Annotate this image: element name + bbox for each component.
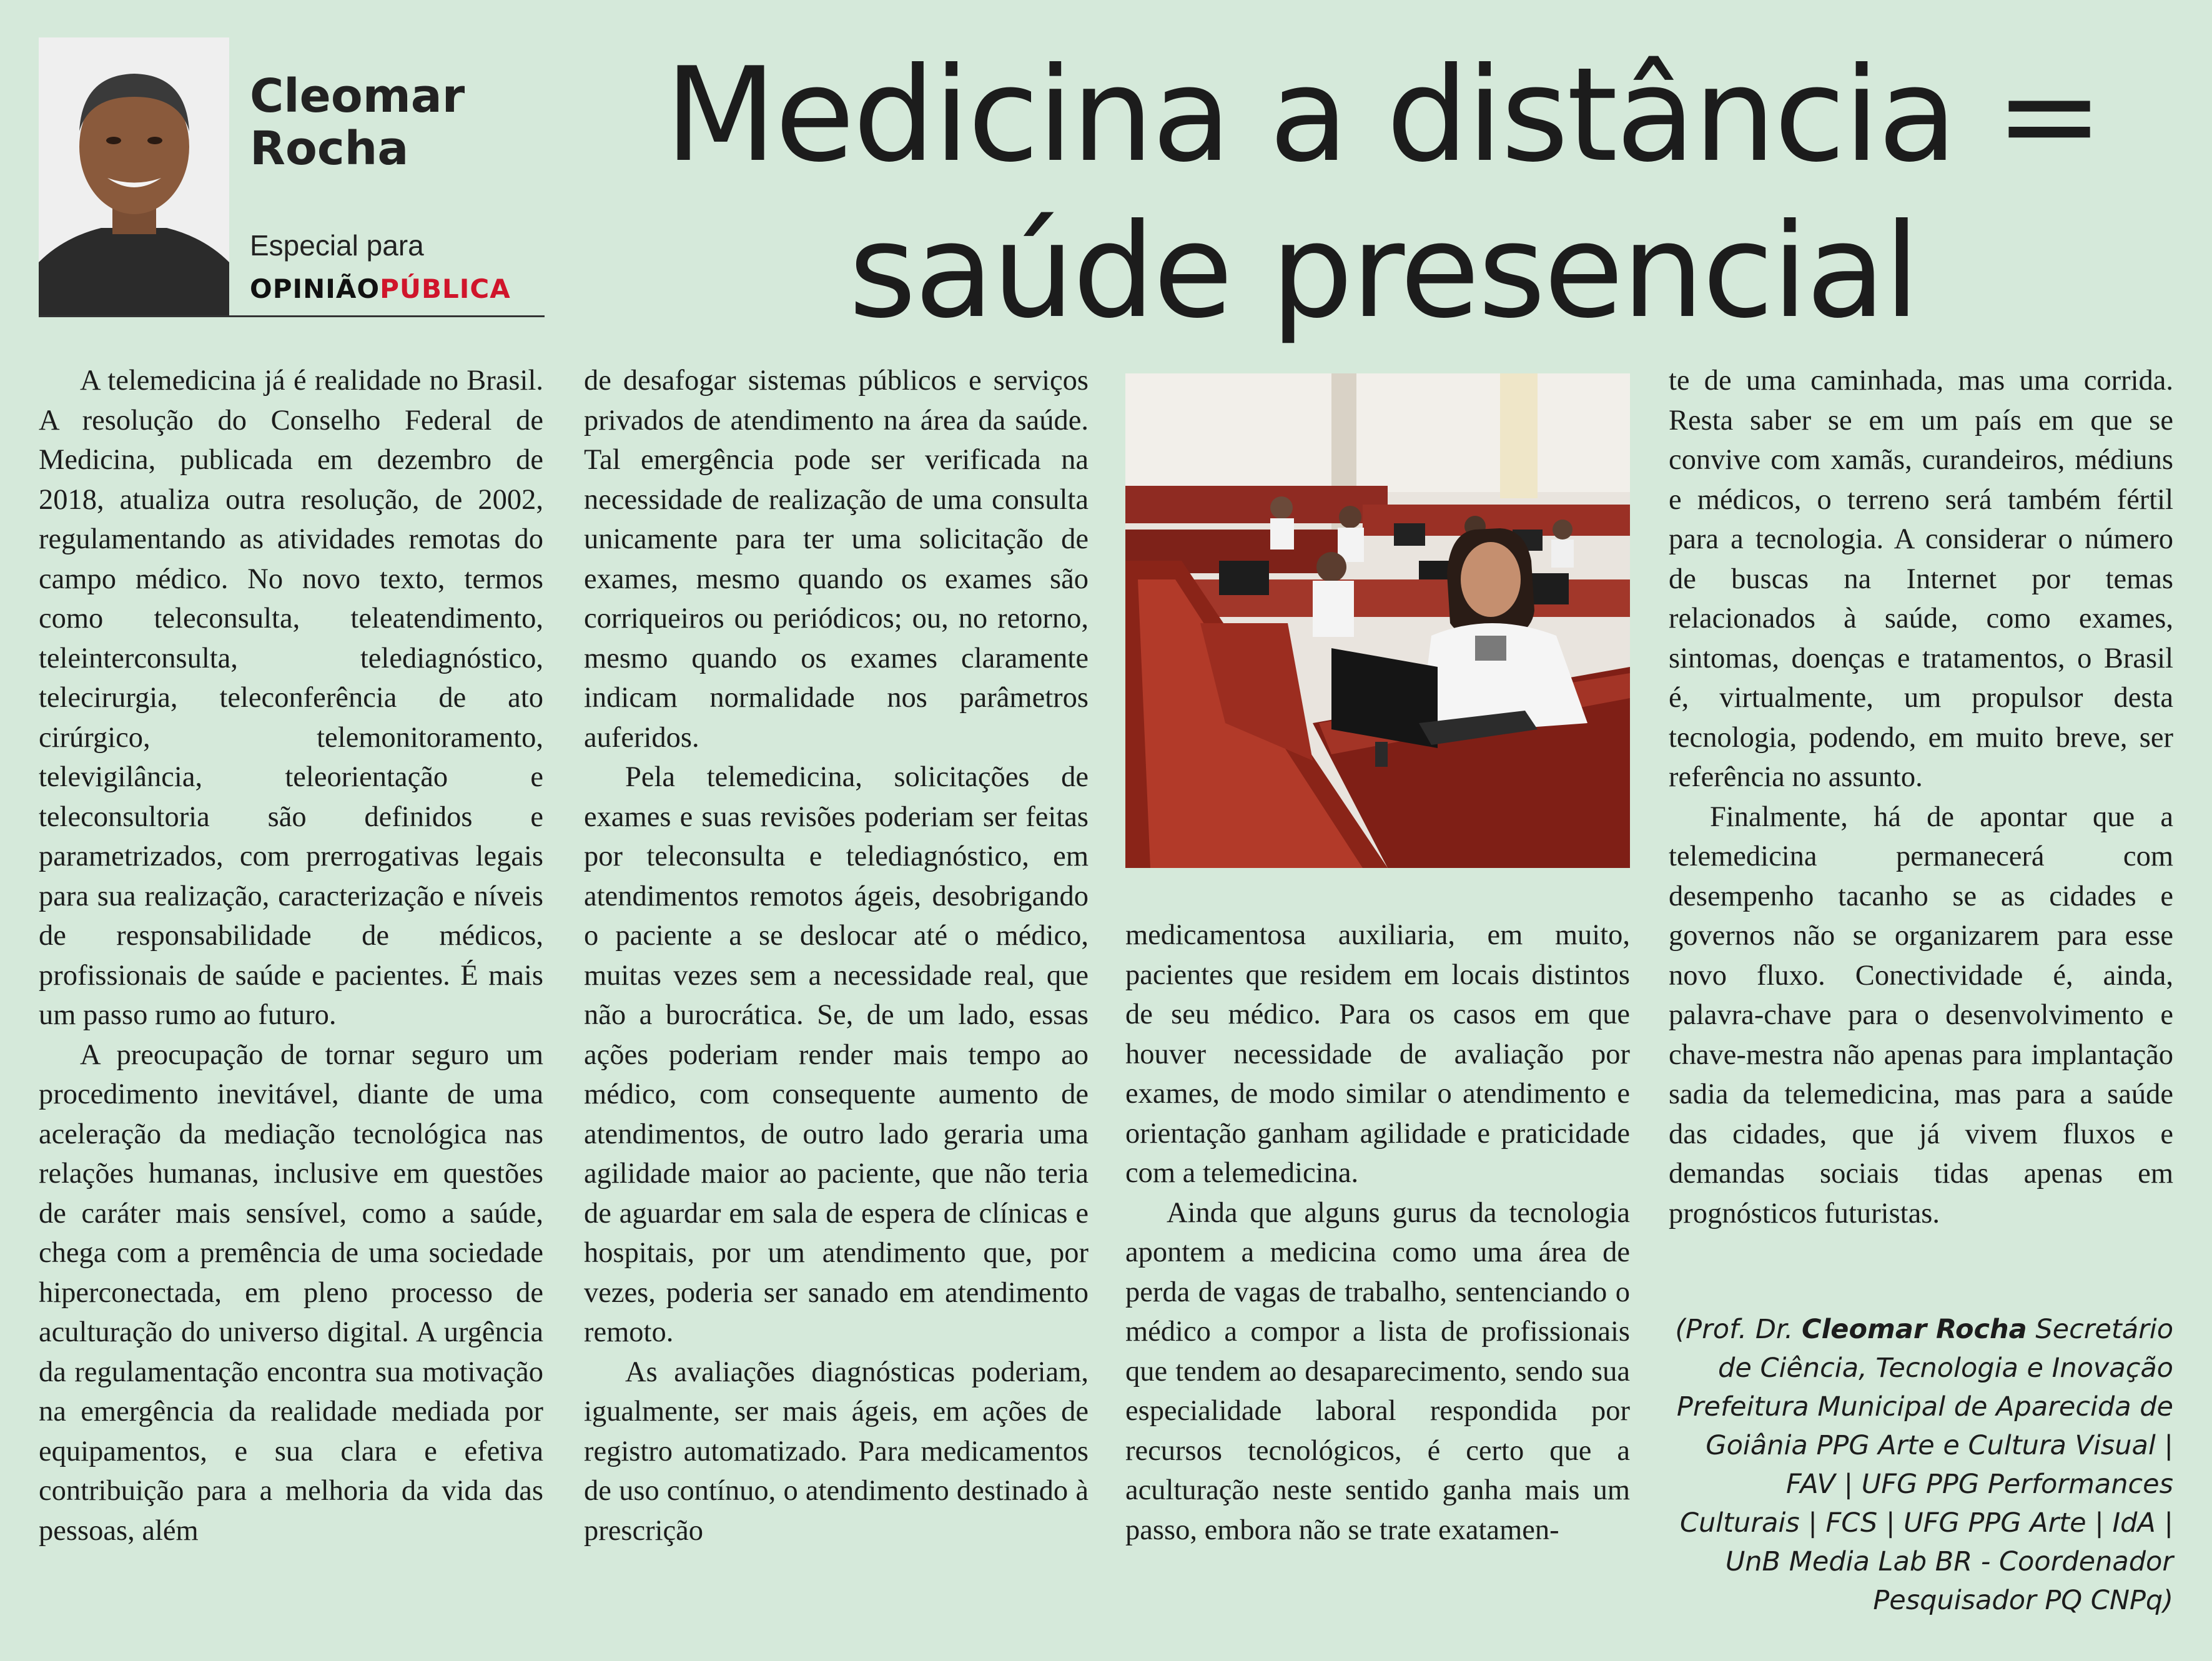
author-first-name: Cleomar [250, 69, 465, 123]
paragraph: de desafogar sistemas públicos e serviços privados de atendimento na área da saúde. Tal emergência pode ser verificada na necessidade de realização de uma consulta unicamente para ter uma solicitação de exames, mesmo quando os exames são corriqueiros ou periódicos; ou, no retorno, mesmo quando os exames claramente indicam normalidade nos parâmetros auferidos. [584, 365, 1089, 754]
article-column-4 [1669, 361, 2173, 1233]
author-photo [39, 37, 229, 315]
headline-line1: Medicina a distância = [664, 40, 2102, 191]
article-column-2 [584, 361, 1089, 1550]
author-last-name: Rocha [250, 122, 409, 175]
article-column-3 [1125, 915, 1630, 1550]
signature-name: Cleomar Rocha [1802, 1314, 2027, 1345]
paragraph: A preocupação de tornar seguro um procedimento inevitável, diante de uma aceleração da mediação tecnológica nas relações humanas, inclusive em questões de caráter mais sensível, como a saúde, chega com a premência de uma sociedade hiperconectada, em pleno processo de aculturação do universo digital. A urgência da regulamentação encontra sua motivação na emergência da realidade mediada por equipamentos, e sua clara e efetiva contribuição para a melhoria da vida das pessoas, além [39, 1038, 543, 1547]
paragraph: te de uma caminhada, mas uma corrida. Resta saber se em um país em que se convive com xamãs, curandeiros, médiuns e médicos, o terreno será também fértil para a tecnologia. A considerar o número de buscas na Internet por temas relacionados à saúde, como exames, sintomas, doenças e tratamentos, o Brasil é, virtualmente, um propulsor desta tecnologia, podendo, em muito breve, ser referência no assunto. [1669, 365, 2173, 793]
headline [600, 37, 2167, 350]
article-column-1 [39, 361, 543, 1550]
author-name [250, 70, 465, 175]
author-divider [39, 315, 545, 317]
paragraph: As avaliações diagnósticas poderiam, igualmente, ser mais ágeis, em ações de registro automatizado. Para medicamentos de uso contínuo, o atendimento destinado à prescrição [584, 1356, 1089, 1547]
paragraph: medicamentosa auxiliaria, em muito, pacientes que residem em locais distintos de seu médico. Para os casos em que houver necessidade de avaliação por exames, de modo similar o atendimento e orientação ganham agilidade e praticidade com a telemedicina. [1125, 919, 1630, 1189]
outlet-logo-part1: OPINIÃO [250, 274, 380, 304]
call-center-photo [1125, 373, 1630, 868]
signature-credentials: Secretário de Ciência, Tecnologia e Inovação Prefeitura Municipal de Aparecida de Goiânia PPG Arte e Cultura Visual | FAV | UFG PPG Performances Culturais | FCS | UFG PPG Arte | IdA | UnB Media Lab BR - Coordenador Pesquisador PQ CNPq) [1676, 1314, 2173, 1616]
special-for-label: Especial para [250, 229, 424, 262]
paragraph: Finalmente, há de apontar que a telemedicina permanecerá com desempenho tacanho se as cidades e governos não se organizarem para esse novo fluxo. Conectividade é, ainda, palavra-chave para o desenvolvimento e chave-mestra não apenas para implantação sadia da telemedicina, mas para a saúde das cidades, que já vivem fluxos e demandas sociais tidas apenas em prognósticos futuristas. [1669, 801, 2173, 1230]
paragraph: Pela telemedicina, solicitações de exames e suas revisões poderiam ser feitas por teleconsulta e telediagnóstico, em atendimentos remotos ágeis, desobrigando o paciente a se deslocar até o médico, muitas vezes sem a necessidade real, que não a burocrática. Se, de um lado, essas ações poderiam render mais tempo ao médico, com consequente aumento de atendimentos, de outro lado geraria uma agilidade maior ao paciente, que não teria de aguardar em sala de espera de clínicas e hospitais, por um atendimento que, por vezes, poderia ser sanado em atendimento remoto. [584, 761, 1089, 1348]
headline-line2: saúde presencial [848, 196, 1918, 347]
paragraph: Ainda que alguns gurus da tecnologia apontem a medicina como uma área de perda de vagas de trabalho, sentenciando o médico a compor a lista de profissionais que tendem ao desaparecimento, sendo sua especialidade laboral respondida por recursos tecnológicos, é certo que a aculturação neste sentido ganha mais um passo, embora não se trate exatamen- [1125, 1196, 1630, 1546]
signature-prefix: (Prof. Dr. [1675, 1314, 1794, 1345]
outlet-logo-part2: PÚBLICA [380, 274, 511, 304]
author-signature [1669, 1310, 2173, 1620]
paragraph: A telemedicina já é realidade no Brasil. A resolução do Conselho Federal de Medicina, publicada em dezembro de 2018, atualiza outra resolução, de 2002, regulamentando as atividades remotas do campo médico. No novo texto, termos como teleconsulta, teleatendimento, teleinterconsulta, telediagnóstico, telecirurgia, teleconferência de ato cirúrgico, telemonitoramento, televigilância, teleorientação e teleconsultoria são definidos e parametrizados, com prerrogativas legais para sua realização, caracterização e níveis de responsabilidade de médicos, profissionais de saúde e pacientes. É mais um passo rumo ao futuro. [39, 365, 543, 1031]
outlet-logo [250, 274, 511, 304]
